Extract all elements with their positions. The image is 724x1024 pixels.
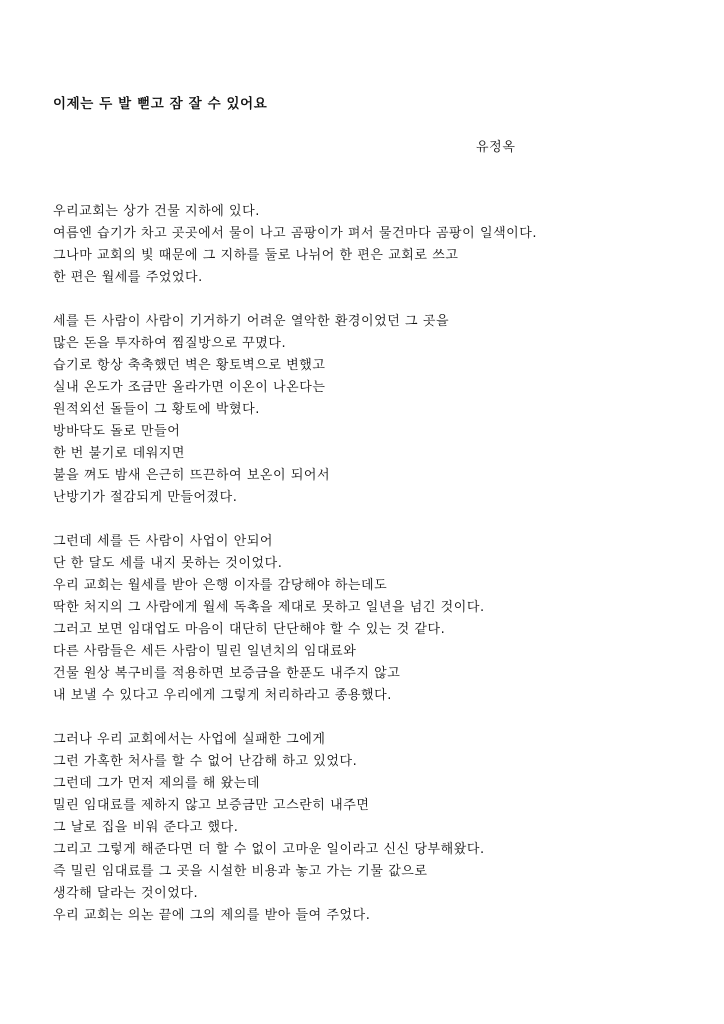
text-line: 그나마 교회의 빛 때문에 그 지하를 둘로 나뉘어 한 편은 교회로 쓰고 [53,248,459,263]
text-line: 우리 교회는 의논 끝에 그의 제의를 받아 들여 주었다. [53,908,371,923]
text-line: 그런 가혹한 처사를 할 수 없어 난감해 하고 있었다. [53,754,358,769]
document-title: 이제는 두 발 뻗고 잠 잘 수 있어요 [53,96,268,112]
text-line: 세를 든 사람이 사람이 기거하기 어려운 열악한 환경이었던 그 곳을 [53,314,450,329]
text-line: 단 한 달도 세를 내지 못하는 것이었다. [53,556,283,571]
paragraph-4 [53,729,703,927]
text-line: 방바닥도 돌로 만들어 [53,424,181,439]
text-line: 한 번 불기로 데워지면 [53,446,186,461]
text-line: 많은 돈을 투자하여 찜질방으로 꾸몄다. [53,336,287,351]
text-line: 그러나 우리 교회에서는 사업에 실패한 그에게 [53,732,326,747]
text-line: 불을 껴도 밤새 은근히 뜨끈하여 보온이 되어서 [53,468,331,483]
text-line: 한 편은 월세를 주었었다. [53,270,203,285]
text-line: 그런데 세를 든 사람이 사업이 안되어 [53,534,274,549]
text-line: 습기로 항상 축축했던 벽은 황토벽으로 변했고 [53,358,326,373]
document-body [53,201,703,949]
text-line: 여름엔 습기가 차고 곳곳에서 물이 나고 곰팡이가 펴서 물건마다 곰팡이 일색이다. [53,226,538,241]
text-line: 원적외선 돌들이 그 황토에 박혔다. [53,402,260,417]
text-line: 즉 밀린 임대료를 그 곳을 시설한 비용과 놓고 가는 기물 값으로 [53,864,428,879]
text-line: 내 보낼 수 있다고 우리에게 그렇게 처리하라고 종용했다. [53,688,392,703]
text-line: 생각해 달라는 것이었다. [53,886,199,901]
text-line: 그러고 보면 임대업도 마음이 대단히 단단해야 할 수 있는 것 같다. [53,622,446,637]
author-name: 유정옥 [476,140,516,155]
text-line: 실내 온도가 조금만 올라가면 이온이 나온다는 [53,380,326,395]
text-line: 그 날로 집을 비워 준다고 했다. [53,820,239,835]
text-line: 딱한 처지의 그 사람에게 월세 독촉을 제대로 못하고 일년을 넘긴 것이다. [53,600,485,615]
text-line: 우리교회는 상가 건물 지하에 있다. [53,204,260,219]
text-line: 난방기가 절감되게 만들어졌다. [53,490,238,505]
paragraph-1 [53,201,703,289]
text-line: 그런데 그가 먼저 제의를 해 왔는데 [53,776,260,791]
paragraph-2 [53,311,703,509]
paragraph-3 [53,531,703,707]
text-line: 밀린 임대료를 제하지 않고 보증금만 고스란히 내주면 [53,798,370,813]
text-line: 우리 교회는 월세를 받아 은행 이자를 감당해야 하는데도 [53,578,388,593]
text-line: 그리고 그렇게 해준다면 더 할 수 없이 고마운 일이라고 신신 당부해왔다. [53,842,485,857]
text-line: 건물 원상 복구비를 적용하면 보증금을 한푼도 내주지 않고 [53,666,401,681]
text-line: 다른 사람들은 세든 사람이 밀린 일년치의 임대료와 [53,644,357,659]
